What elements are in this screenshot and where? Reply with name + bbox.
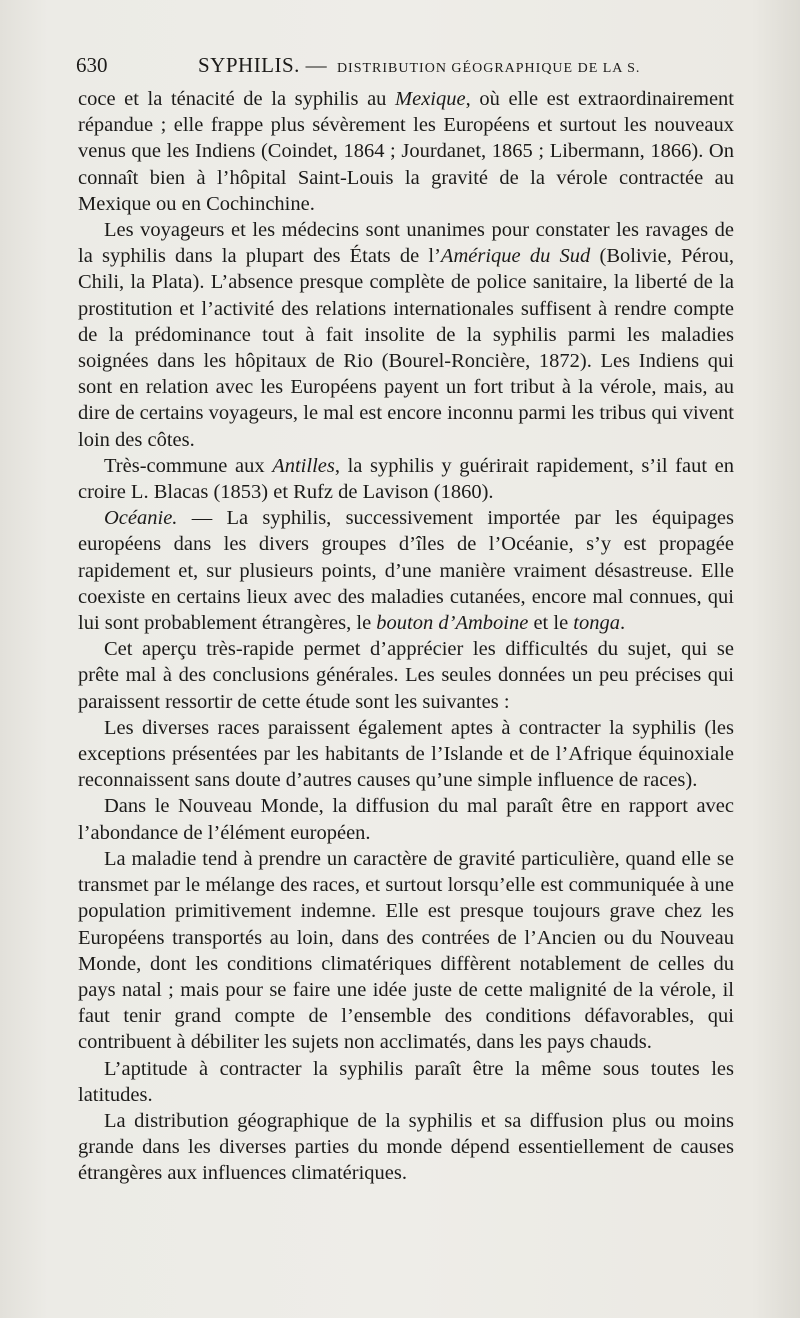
section-oceanie: Océanie. xyxy=(104,507,178,530)
paragraph-antilles: Très-commune aux Antilles, la syphilis y guérirait rapidement, s’il faut en croire L. Blacas (1853) et Rufz de Lavison (1860). xyxy=(78,454,734,504)
term-bouton-amboine: bouton d’Amboine xyxy=(376,612,529,635)
paragraph-distribution: La distribution géographique de la syphilis et sa diffusion plus ou moins grande dans les diverses parties du monde dépend essentiellement de causes étrangères aux influences climatériques. xyxy=(78,1109,734,1185)
running-title xyxy=(198,50,640,84)
term-tonga: tonga xyxy=(573,612,620,635)
paragraph-mexique: coce et la ténacité de la syphilis au Mexique, où elle est extraordinairement répandue ; elle frappe plus sévèrement les Européens et surtout les nouveaux venus que les Indiens (Coindet, 1864 ; Jourdanet, 1865 ; Libermann, 1866). On connaît bien à l’hôpital Saint-Louis la gravité de la vérole contractée au Mexique ou en Cochinchine. xyxy=(78,88,734,215)
place-antilles: Antilles xyxy=(272,454,335,477)
paragraph-races: Les diverses races paraissent également aptes à contracter la syphilis (les exceptions présentées par les habitants de l’Islande et de l’Afrique équinoxiale reconnaissent sans doute d’autres causes qu’une simple influence de races). xyxy=(78,716,734,792)
paragraph-gravite: La maladie tend à prendre un caractère de gravité particulière, quand elle se transmet par le mélange des races, et surtout lorsqu’elle est communiquée à une population primitivement indemne. Elle est presque toujours grave chez les Européens transportés au loin, dans des contrées de l’Ancien ou du Nouveau Monde, dont les conditions climatériques diffèrent notablement de celles du pays natal ; mais pour se faire une idée juste de cette malignité de la vérole, il faut tenir grand compte de l’ensemble des conditions défavorables, qui contribuent à débiliter les sujets non acclimatés, dans les pays chauds. xyxy=(78,847,734,1054)
paragraph-apercu: Cet aperçu très-rapide permet d’apprécier les difficultés du sujet, qui se prête mal à des conclusions générales. Les seules données un peu précises qui paraissent ressortir de cette étude sont les suivantes : xyxy=(78,638,734,713)
running-header xyxy=(76,50,736,80)
header-subtitle: DISTRIBUTION GÉOGRAPHIQUE DE LA S. xyxy=(336,61,641,76)
paragraph-nouveau-monde: Dans le Nouveau Monde, la diffusion du mal paraît être en rapport avec l’abondance de l’élément européen. xyxy=(78,795,734,844)
place-amerique-du-sud: Amérique du Sud xyxy=(440,245,591,268)
body-text xyxy=(78,86,734,1187)
paragraph-aptitude: L’aptitude à contracter la syphilis paraît être la même sous toutes les latitudes. xyxy=(78,1057,734,1106)
place-mexique: Mexique xyxy=(395,88,466,110)
paragraph-oceanie: Océanie. — La syphilis, successivement importée par les équipages européens dans les divers groupes d’îles de l’Océanie, s’y est propagée rapidement et, sur plusieurs points, d’une manière vraiment désastreuse. Elle coexiste en certains lieux avec des maladies cutanées, encore mal connues, qui lui sont probablement étrangères, le bouton d’Amboine et le tonga. xyxy=(78,507,734,635)
header-title: SYPHILIS. — xyxy=(198,53,328,77)
page-number: 630 xyxy=(76,53,108,77)
paragraph-amerique-du-sud: Les voyageurs et les médecins sont unanimes pour constater les ravages de la syphilis dans la plupart des États de l’Amérique du Sud (Bolivie, Pérou, Chili, la Plata). L’absence presque complète de police sanitaire, la liberté de la prostitution et l’activité des relations internationales suffisent à rendre compte de la prédominance tout à fait insolite de la syphilis parmi les maladies soignées dans les hôpitaux de Rio (Bourel-Roncière, 1872). Les Indiens qui sont en relation avec les Européens payent un fort tribut à la vérole, mais, au dire de certains voyageurs, le mal est encore inconnu parmi les tribus qui vivent loin des côtes. xyxy=(78,219,734,451)
